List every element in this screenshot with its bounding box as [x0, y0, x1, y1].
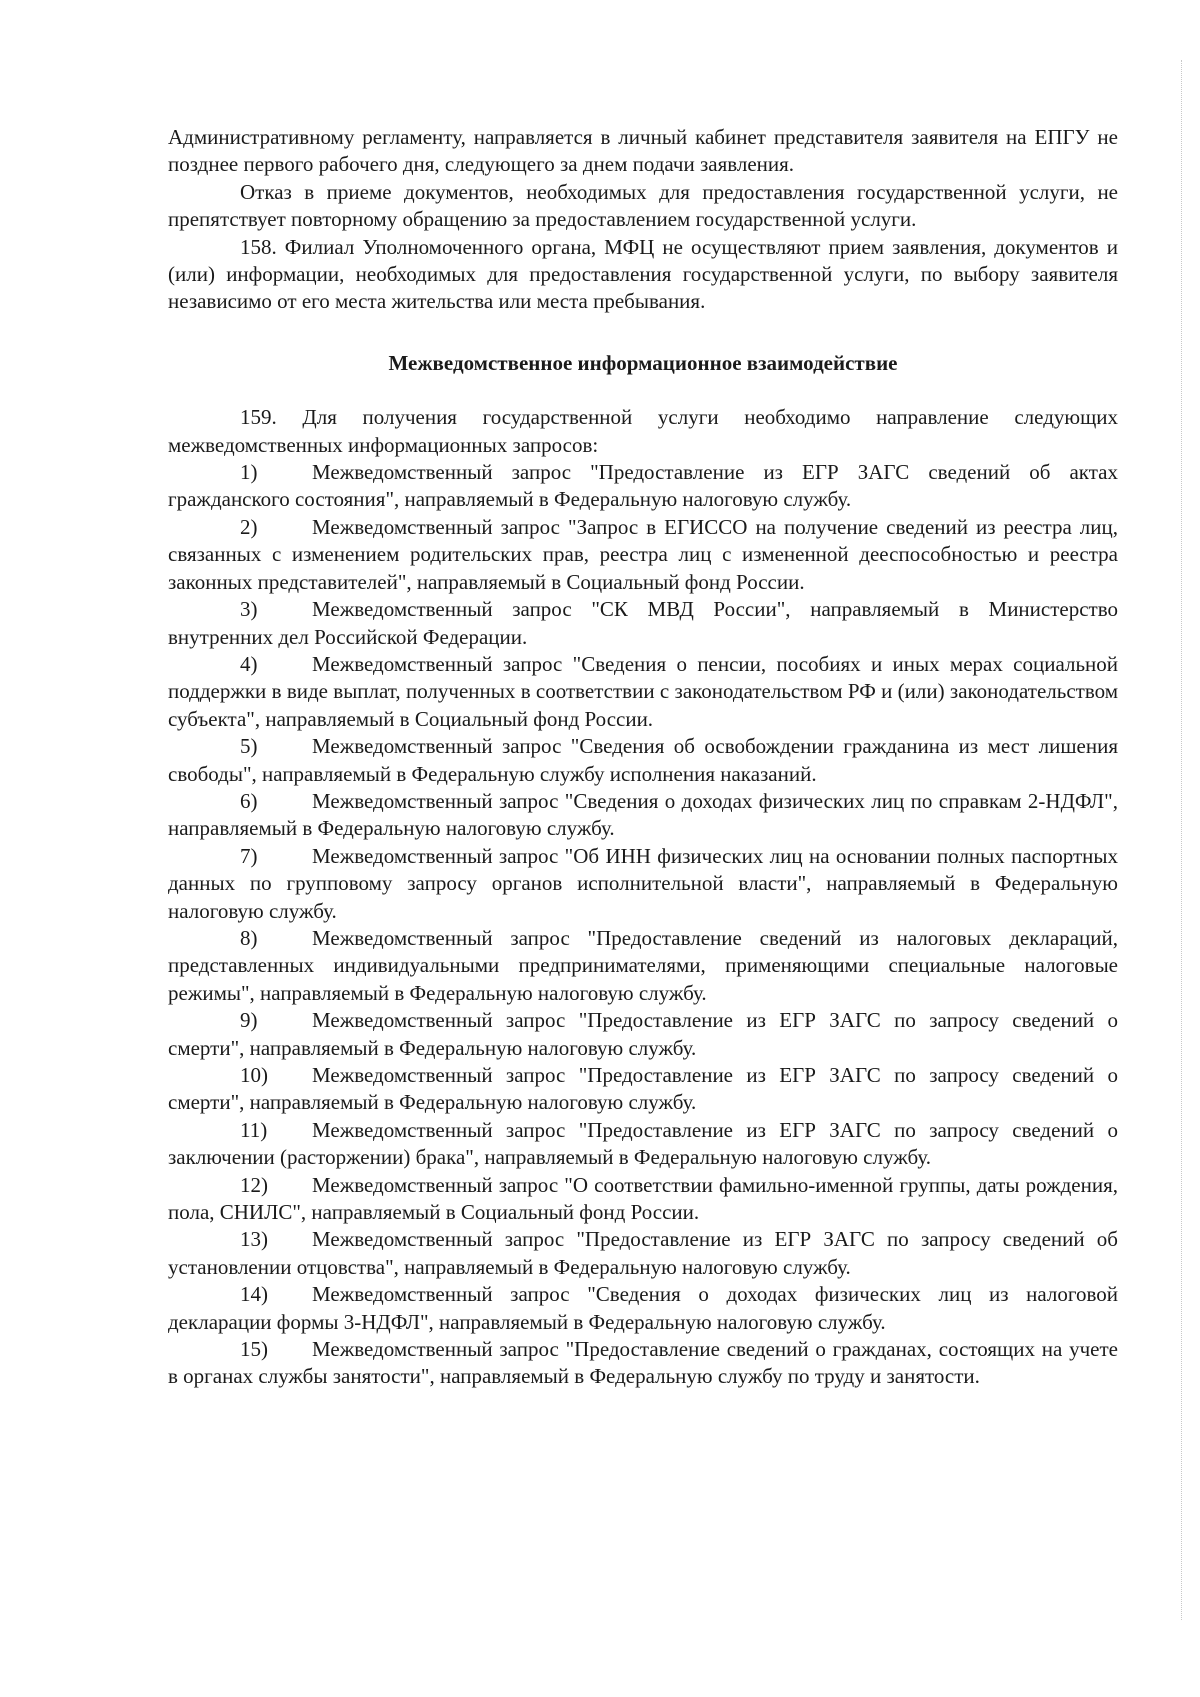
- item-text: Межведомственный запрос "Предоставление из ЕГР ЗАГС по запросу сведений об установлении отцовства", направляемый в Федеральную налоговую службу.: [168, 1227, 1118, 1279]
- item-text: Межведомственный запрос "Сведения об освобождении гражданина из мест лишения свободы", направляемый в Федеральную службу исполнения наказаний.: [168, 734, 1118, 786]
- item-text: Межведомственный запрос "Сведения о доходах физических лиц по справкам 2-НДФЛ", направляемый в Федеральную налоговую службу.: [168, 788, 1118, 841]
- item-text: Межведомственный запрос "Предоставление из ЕГР ЗАГС по запросу сведений о смерти", направляемый в Федеральную налоговую службу.: [168, 1063, 1118, 1115]
- item-text: Межведомственный запрос "О соответствии фамильно-именной группы, даты рождения, пола, СНИЛС", направляемый в Социальный фонд России.: [168, 1172, 1118, 1225]
- item-text: Межведомственный запрос "Предоставление сведений о гражданах, состоящих на учете в органах службы занятости", направляемый в Федеральную службу по труду и занятости.: [168, 1337, 1118, 1389]
- list-item: [168, 1062, 1118, 1117]
- list-item: [168, 596, 1118, 651]
- item-number: 11): [240, 1117, 268, 1142]
- list-item: [168, 733, 1118, 788]
- list-item: [168, 651, 1118, 733]
- item-text: Межведомственный запрос "Запрос в ЕГИССО на получение сведений из реестра лиц, связанных с изменением родительских прав, реестра лиц с измененной дееспособностью и реестра законных представителей", направляемый в Социальный фонд России.: [168, 514, 1118, 594]
- list-item: [168, 1336, 1118, 1391]
- list-item: [168, 1172, 1118, 1227]
- list-item: [168, 925, 1118, 1007]
- item-number: 12): [240, 1172, 268, 1197]
- list-item: [168, 1007, 1118, 1062]
- list-item: [168, 1226, 1118, 1281]
- item-text: Межведомственный запрос "Предоставление сведений из налоговых деклараций, представленных индивидуальными предпринимателями, применяющими специальные налоговые режимы", направляемый в Федеральную налоговую службу.: [168, 925, 1118, 1005]
- item-number: 1): [240, 460, 258, 485]
- document-page: [168, 124, 1118, 1391]
- item-number: 10): [240, 1063, 268, 1087]
- item-text: Межведомственный запрос "Сведения о пенсии, пособиях и иных мерах социальной поддержки в виде выплат, полученных в соответствии с законодательством РФ и (или) законодательством субъекта", направляемый в Социальный фонд России.: [168, 651, 1118, 731]
- item-number: 13): [240, 1227, 268, 1252]
- item-number: 15): [240, 1337, 268, 1362]
- item-text: Межведомственный запрос "СК МВД России", направляемый в Министерство внутренних дел Российской Федерации.: [168, 597, 1118, 649]
- item-number: 6): [240, 788, 258, 813]
- item-text: Межведомственный запрос "Сведения о доходах физических лиц из налоговой декларации формы 3-НДФЛ", направляемый в Федеральную налоговую службу.: [168, 1282, 1118, 1334]
- paragraph-159-intro: 159. Для получения государственной услуги необходимо направление следующих межведомственных информационных запросов:: [168, 405, 1118, 457]
- list-item: [168, 843, 1118, 925]
- section-heading: Межведомственное информационное взаимодействие: [388, 350, 898, 375]
- list-item: [168, 1117, 1118, 1172]
- list-item: [168, 788, 1118, 843]
- item-number: 5): [240, 734, 258, 759]
- item-text: Межведомственный запрос "Предоставление из ЕГР ЗАГС по запросу сведений о смерти", направляемый в Федеральную налоговую службу.: [168, 1008, 1118, 1060]
- item-number: 4): [240, 651, 258, 676]
- item-number: 3): [240, 597, 258, 622]
- paragraph-158: 158. Филиал Уполномоченного органа, МФЦ не осуществляют прием заявления, документов и (или) информации, необходимых для предоставления государственной услуги, по выбору заявителя независимо от его места жительства или места пребывания.: [168, 234, 1118, 314]
- item-number: 14): [240, 1282, 268, 1307]
- list-item: [168, 514, 1118, 596]
- item-text: Межведомственный запрос "Предоставление из ЕГР ЗАГС по запросу сведений о заключении (расторжении) брака", направляемый в Федеральную налоговую службу.: [168, 1117, 1118, 1170]
- paragraph-refusal: Отказ в приеме документов, необходимых для предоставления государственной услуги, не препятствует повторному обращению за предоставлением государственной услуги.: [168, 179, 1118, 232]
- item-number: 9): [240, 1008, 258, 1033]
- paragraph-continuation: Административному регламенту, направляется в личный кабинет представителя заявителя на ЕПГУ не позднее первого рабочего дня, следующего за днем подачи заявления.: [168, 125, 1118, 177]
- list-item: [168, 459, 1118, 514]
- request-list: [168, 459, 1118, 1391]
- item-number: 2): [240, 514, 258, 539]
- item-text: Межведомственный запрос "Об ИНН физических лиц на основании полных паспортных данных по групповому запросу органов исполнительной власти", направляемый в Федеральную налоговую службу.: [168, 843, 1118, 923]
- item-number: 7): [240, 843, 258, 868]
- scan-edge: [1180, 60, 1182, 1620]
- item-text: Межведомственный запрос "Предоставление из ЕГР ЗАГС сведений об актах гражданского состояния", направляемый в Федеральную налоговую службу.: [168, 460, 1118, 512]
- item-number: 8): [240, 925, 258, 950]
- list-item: [168, 1281, 1118, 1336]
